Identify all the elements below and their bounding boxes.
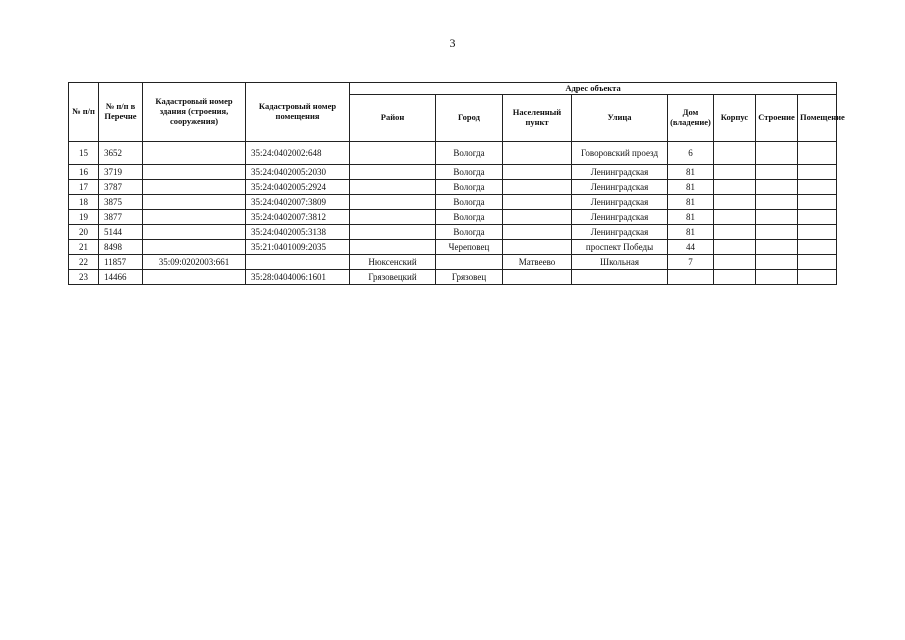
header-korpus: Корпус [714, 95, 756, 142]
cell-house: 81 [668, 225, 714, 240]
cell-list-num: 14466 [99, 270, 143, 285]
header-city: Город [436, 95, 503, 142]
cell-city: Вологда [436, 210, 503, 225]
cell-building-cadastral [143, 142, 246, 165]
cell-street: Ленинградская [572, 180, 668, 195]
cell-list-num: 5144 [99, 225, 143, 240]
cell-korpus [714, 210, 756, 225]
cell-house: 81 [668, 195, 714, 210]
cell-house [668, 270, 714, 285]
cell-settlement [503, 195, 572, 210]
header-stroenie: Строение [756, 95, 798, 142]
cell-house: 44 [668, 240, 714, 255]
cell-street: Ленинградская [572, 210, 668, 225]
cell-stroenie [756, 225, 798, 240]
header-settlement: Населенный пункт [503, 95, 572, 142]
page-number: 3 [449, 36, 456, 50]
cell-korpus [714, 225, 756, 240]
cell-settlement [503, 142, 572, 165]
cell-list-num: 3875 [99, 195, 143, 210]
cell-num: 21 [69, 240, 99, 255]
cell-settlement [503, 210, 572, 225]
cell-district [350, 180, 436, 195]
cell-house: 81 [668, 210, 714, 225]
cell-district [350, 225, 436, 240]
cell-korpus [714, 255, 756, 270]
cell-num: 17 [69, 180, 99, 195]
cell-num: 23 [69, 270, 99, 285]
cell-settlement [503, 270, 572, 285]
cell-street: Ленинградская [572, 165, 668, 180]
cell-stroenie [756, 142, 798, 165]
cell-city: Череповец [436, 240, 503, 255]
cell-list-num: 8498 [99, 240, 143, 255]
cell-building-cadastral [143, 180, 246, 195]
cell-city: Вологда [436, 225, 503, 240]
cell-stroenie [756, 255, 798, 270]
cell-stroenie [756, 240, 798, 255]
cell-house: 6 [668, 142, 714, 165]
cell-num: 20 [69, 225, 99, 240]
cell-district [350, 165, 436, 180]
table-row [69, 195, 837, 210]
table-row [69, 240, 837, 255]
cell-building-cadastral [143, 240, 246, 255]
cell-list-num: 3652 [99, 142, 143, 165]
cell-city [436, 255, 503, 270]
cell-street: Школьная [572, 255, 668, 270]
cell-building-cadastral [143, 270, 246, 285]
cell-settlement: Матвеево [503, 255, 572, 270]
cell-num: 22 [69, 255, 99, 270]
cell-num: 15 [69, 142, 99, 165]
cell-building-cadastral: 35:09:0202003:661 [143, 255, 246, 270]
table-row [69, 210, 837, 225]
cell-list-num: 3877 [99, 210, 143, 225]
cell-settlement [503, 165, 572, 180]
cell-district [350, 210, 436, 225]
table-row [69, 255, 837, 270]
cell-street: Ленинградская [572, 225, 668, 240]
header-room-cadastral: Кадастровый номер помещения [246, 83, 350, 142]
cell-settlement [503, 180, 572, 195]
cell-street: Говоровский проезд [572, 142, 668, 165]
cell-list-num: 11857 [99, 255, 143, 270]
cell-building-cadastral [143, 225, 246, 240]
cell-korpus [714, 180, 756, 195]
cell-num: 19 [69, 210, 99, 225]
cell-stroenie [756, 165, 798, 180]
header-house: Дом (владение) [668, 95, 714, 142]
cell-district: Нюксенский [350, 255, 436, 270]
header-district: Район [350, 95, 436, 142]
cell-district [350, 142, 436, 165]
cell-city: Вологда [436, 180, 503, 195]
header-address-group: Адрес объекта [350, 83, 837, 95]
header-pomeshchenie: Помещение [798, 95, 837, 142]
cell-settlement [503, 225, 572, 240]
cell-list-num: 3719 [99, 165, 143, 180]
cell-korpus [714, 165, 756, 180]
cell-room-cadastral [246, 255, 350, 270]
cell-building-cadastral [143, 210, 246, 225]
cell-room-cadastral: 35:28:0404006:1601 [246, 270, 350, 285]
cell-district: Грязовецкий [350, 270, 436, 285]
cell-pomeshchenie [798, 240, 837, 255]
cell-room-cadastral: 35:24:0402007:3809 [246, 195, 350, 210]
table-row [69, 165, 837, 180]
cell-pomeshchenie [798, 225, 837, 240]
cell-room-cadastral: 35:24:0402007:3812 [246, 210, 350, 225]
cell-pomeshchenie [798, 255, 837, 270]
cell-korpus [714, 240, 756, 255]
header-building-cadastral: Кадастровый номер здания (строения, сооружения) [143, 83, 246, 142]
table-row [69, 225, 837, 240]
cell-korpus [714, 195, 756, 210]
cell-city: Вологда [436, 195, 503, 210]
cell-pomeshchenie [798, 270, 837, 285]
cell-street: Ленинградская [572, 195, 668, 210]
table-row [69, 142, 837, 165]
cell-building-cadastral [143, 165, 246, 180]
cell-list-num: 3787 [99, 180, 143, 195]
cell-district [350, 195, 436, 210]
cell-house: 81 [668, 180, 714, 195]
cell-stroenie [756, 180, 798, 195]
cell-street [572, 270, 668, 285]
table-row [69, 180, 837, 195]
table-header [69, 82, 845, 142]
cell-pomeshchenie [798, 165, 837, 180]
cell-pomeshchenie [798, 142, 837, 165]
header-list-num: № п/п в Перечне [99, 83, 143, 142]
cell-stroenie [756, 210, 798, 225]
cell-room-cadastral: 35:21:0401009:2035 [246, 240, 350, 255]
cell-pomeshchenie [798, 195, 837, 210]
header-num: № п/п [69, 83, 99, 142]
cell-room-cadastral: 35:24:0402005:3138 [246, 225, 350, 240]
cell-room-cadastral: 35:24:0402005:2030 [246, 165, 350, 180]
property-register-table [68, 82, 845, 285]
cell-street: проспект Победы [572, 240, 668, 255]
cell-stroenie [756, 195, 798, 210]
cell-pomeshchenie [798, 180, 837, 195]
cell-pomeshchenie [798, 210, 837, 225]
cell-settlement [503, 240, 572, 255]
cell-num: 18 [69, 195, 99, 210]
cell-city: Вологда [436, 142, 503, 165]
cell-num: 16 [69, 165, 99, 180]
cell-stroenie [756, 270, 798, 285]
cell-room-cadastral: 35:24:0402002:648 [246, 142, 350, 165]
cell-city: Вологда [436, 165, 503, 180]
cell-house: 81 [668, 165, 714, 180]
cell-room-cadastral: 35:24:0402005:2924 [246, 180, 350, 195]
table-body [69, 142, 837, 285]
cell-house: 7 [668, 255, 714, 270]
header-street: Улица [572, 95, 668, 142]
cell-district [350, 240, 436, 255]
cell-city: Грязовец [436, 270, 503, 285]
table-row [69, 270, 837, 285]
cell-korpus [714, 142, 756, 165]
cell-building-cadastral [143, 195, 246, 210]
cell-korpus [714, 270, 756, 285]
